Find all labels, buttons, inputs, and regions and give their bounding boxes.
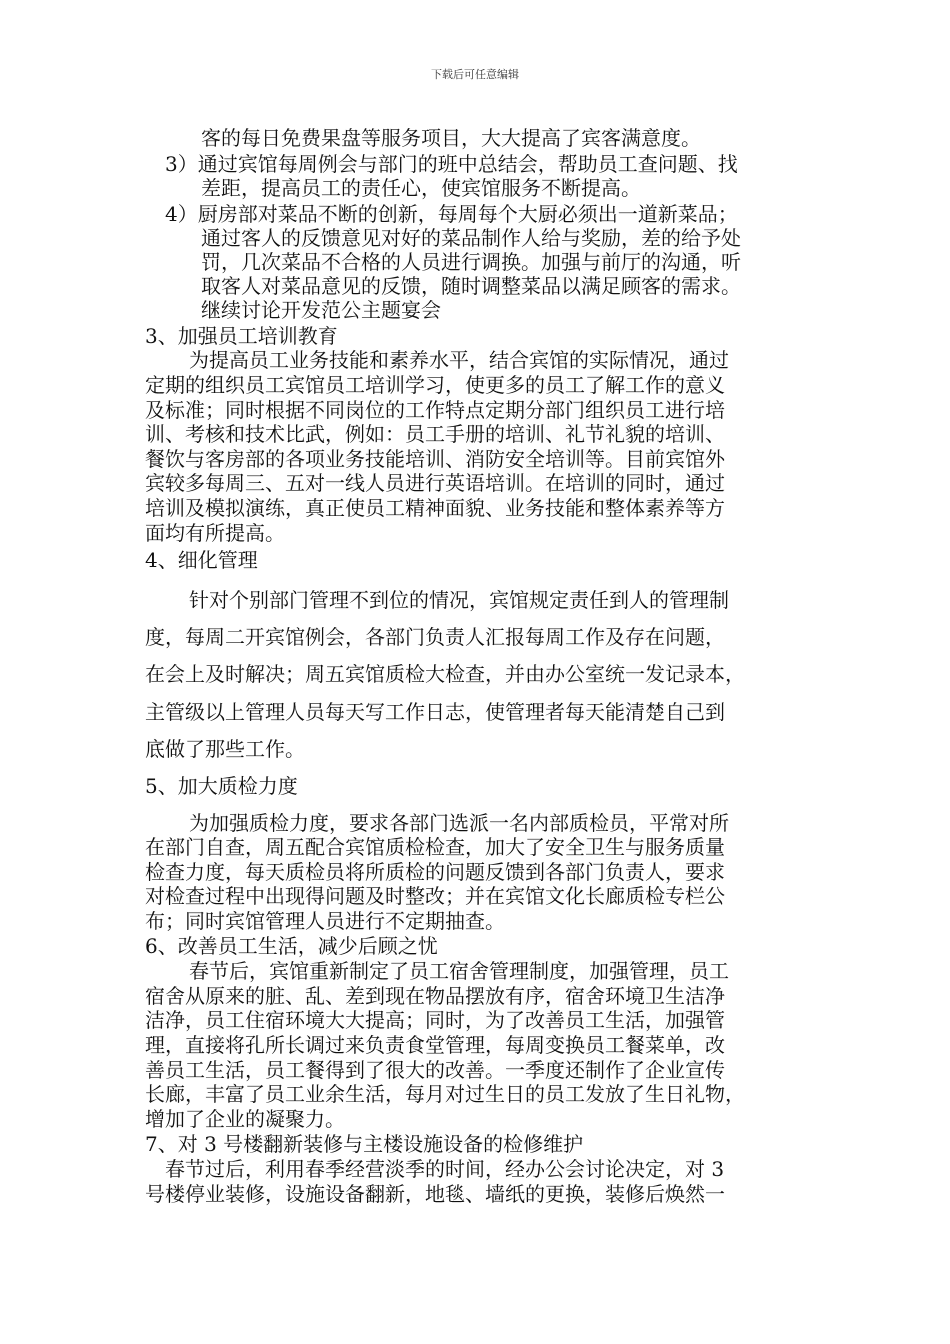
section-3-para-line: 为提高员工业务技能和素养水平，结合宾馆的实际情况，通过 [189,348,729,372]
item-4-line-4: 取客人对菜品意见的反馈，随时调整菜品以满足顾客的需求。 [201,274,741,298]
section-3-para-line: 训、考核和技术比武，例如：员工手册的培训、礼节礼貌的培训、 [145,422,725,446]
section-5-para-line: 检查力度，每天质检员将所质检的问题反馈到各部门负责人，要求 [145,860,725,884]
section-6-para-line: 长廊，丰富了员工业余生活，每月对过生日的员工发放了生日礼物， [145,1082,745,1106]
section-5-para-line: 在部门自查，周五配合宾馆质检检查，加大了安全卫生与服务质量 [145,835,725,859]
section-3-para-line: 及标准；同时根据不同岗位的工作特点定期分部门组织员工进行培 [145,398,725,422]
section-7-para-line: 号楼停业装修，设施设备翻新，地毯、墙纸的更换，装修后焕然一 [145,1182,725,1206]
section-5-heading: 5、加大质检力度 [145,774,298,798]
item-4-line-2: 通过客人的反馈意见对好的菜品制作人给与奖励，差的给予处 [201,226,741,250]
section-4-para-line: 在会上及时解决；周五宾馆质检大检查，并由办公室统一发记录本， [145,662,745,686]
item-4-line-1: 4）厨房部对菜品不断的创新，每周每个大厨必须出一道新菜品； [165,202,738,226]
section-6-para-line: 增加了企业的凝聚力。 [145,1107,345,1131]
section-6-heading: 6、改善员工生活，减少后顾之忧 [145,934,438,958]
section-6-para-line: 理，直接将孔所长调过来负责食堂管理，每周变换员工餐菜单，改 [145,1033,725,1057]
section-3-para-line: 宾较多每周三、五对一线人员进行英语培训。在培训的同时，通过 [145,471,725,495]
section-3-para-line: 定期的组织员工宾馆员工培训学习，使更多的员工了解工作的意义 [145,373,725,397]
item-2-continuation: 客的每日免费果盘等服务项目，大大提高了宾客满意度。 [201,126,701,150]
section-6-para-line: 善员工生活，员工餐得到了很大的改善。一季度还制作了企业宣传 [145,1058,725,1082]
section-4-para-line: 度，每周二开宾馆例会，各部门负责人汇报每周工作及存在问题， [145,625,725,649]
section-3-para-line: 培训及模拟演练，真正使员工精神面貌、业务技能和整体素养等方 [145,496,725,520]
section-6-para-line: 春节后，宾馆重新制定了员工宿舍管理制度，加强管理，员工 [189,959,729,983]
section-3-para-line: 餐饮与客房部的各项业务技能培训、消防安全培训等。目前宾馆外 [145,447,725,471]
section-7-heading: 7、对 3 号楼翻新装修与主楼设施设备的检修维护 [145,1132,584,1156]
section-4-para-line: 底做了那些工作。 [145,737,305,761]
section-3-para-line: 面均有所提高。 [145,521,285,545]
section-7-para-line: 春节过后，利用春季经营淡季的时间，经办公会讨论决定，对 3 [165,1157,725,1181]
section-5-para-line: 对检查过程中出现得问题及时整改；并在宾馆文化长廊质检专栏公 [145,884,725,908]
section-6-para-line: 洁净，员工住宿环境大大提高；同时，为了改善员工生活，加强管 [145,1008,725,1032]
item-4-line-3: 罚，几次菜品不合格的人员进行调换。加强与前厅的沟通，听 [201,250,741,274]
section-4-para-line: 针对个别部门管理不到位的情况，宾馆规定责任到人的管理制 [189,588,729,612]
item-3-line-1: 3）通过宾馆每周例会与部门的班中总结会，帮助员工查问题、找 [165,152,738,176]
section-3-heading: 3、加强员工培训教育 [145,324,338,348]
item-4-line-5: 继续讨论开发范公主题宴会 [201,298,441,322]
section-5-para-line: 为加强质检力度，要求各部门选派一名内部质检员，平常对所 [189,811,729,835]
section-4-heading: 4、细化管理 [145,548,258,572]
section-6-para-line: 宿舍从原来的脏、乱、差到现在物品摆放有序，宿舍环境卫生洁净 [145,984,725,1008]
download-note: 下载后可任意编辑 [431,68,519,81]
item-3-line-2: 差距，提高员工的责任心，使宾馆服务不断提高。 [201,176,641,200]
section-5-para-line: 布；同时宾馆管理人员进行不定期抽查。 [145,909,505,933]
section-4-para-line: 主管级以上管理人员每天写工作日志，使管理者每天能清楚自己到 [145,700,725,724]
